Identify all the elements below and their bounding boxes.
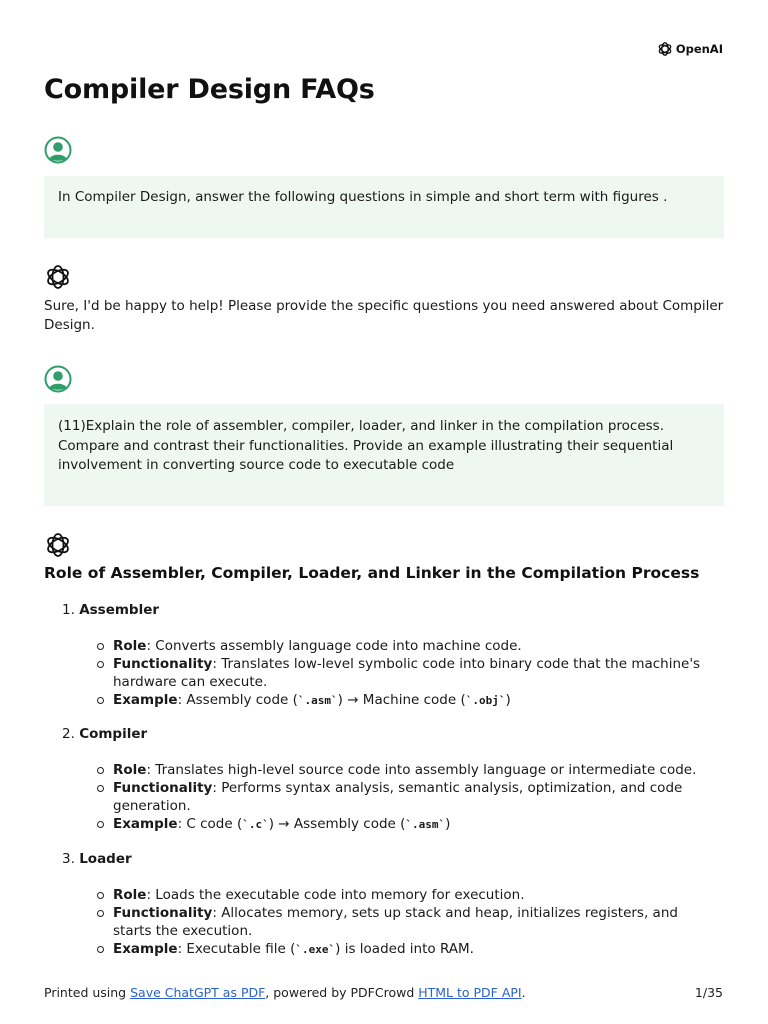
user-message-bubble: [44, 404, 724, 506]
user-message-text: In Compiler Design, answer the following questions in simple and short term with figures .: [58, 189, 668, 205]
answer-heading: Role of Assembler, Compiler, Loader, and Linker in the Compilation Process: [44, 564, 700, 582]
html-to-pdf-api-link[interactable]: HTML to PDF API: [418, 985, 522, 1000]
list-item: Functionality: Allocates memory, sets up stack and heap, initializes registers, and starts the execution.: [96, 904, 716, 940]
user-message-bubble: [44, 176, 724, 238]
page-number: 1/35: [694, 985, 723, 1000]
footer-text: Printed using: [44, 985, 131, 1000]
footer-text: , powered by PDFCrowd: [265, 985, 419, 1000]
print-footer: [44, 985, 526, 1000]
brand-name: OpenAI: [675, 42, 723, 56]
user-avatar-icon: [44, 365, 72, 393]
assembler-details-list: [96, 637, 716, 710]
footer-text: .: [521, 985, 526, 1000]
openai-brand: [657, 41, 723, 57]
page-title: Compiler Design FAQs: [44, 74, 375, 105]
section-heading-assembler: 1. Assembler: [62, 602, 160, 618]
list-item: Role: Loads the executable code into memory for execution.: [96, 886, 716, 904]
list-item: Example: Executable file (`.exe`) is loaded into RAM.: [96, 940, 716, 959]
user-message-text: (11)Explain the role of assembler, compiler, loader, and linker in the compilation process. Compare and contrast their functionalities. Provide an example illustrating their sequential involvement in converting source code to executable code: [58, 418, 674, 473]
compiler-details-list: [96, 761, 716, 834]
section-heading-compiler: 2. Compiler: [62, 726, 148, 742]
list-item: Role: Translates high-level source code into assembly language or intermediate code.: [96, 761, 716, 779]
loader-details-list: [96, 886, 716, 959]
list-item: Example: Assembly code (`.asm`) → Machine code (`.obj`): [96, 691, 716, 710]
assistant-message-text: Sure, I'd be happy to help! Please provide the specific questions you need answered about Compiler Design.: [44, 298, 724, 333]
chatgpt-avatar-icon: [44, 531, 72, 559]
list-item: Example: C code (`.c`) → Assembly code (`.asm`): [96, 815, 716, 834]
save-chatgpt-pdf-link[interactable]: Save ChatGPT as PDF: [130, 985, 266, 1000]
openai-logo-icon: [657, 41, 673, 57]
list-item: Functionality: Performs syntax analysis, semantic analysis, optimization, and code generation.: [96, 779, 716, 815]
section-heading-loader: 3. Loader: [62, 851, 132, 867]
chatgpt-avatar-icon: [44, 263, 72, 291]
list-item: Role: Converts assembly language code into machine code.: [96, 637, 716, 655]
user-avatar-icon: [44, 136, 72, 164]
list-item: Functionality: Translates low-level symbolic code into binary code that the machine's hardware can execute.: [96, 655, 716, 691]
